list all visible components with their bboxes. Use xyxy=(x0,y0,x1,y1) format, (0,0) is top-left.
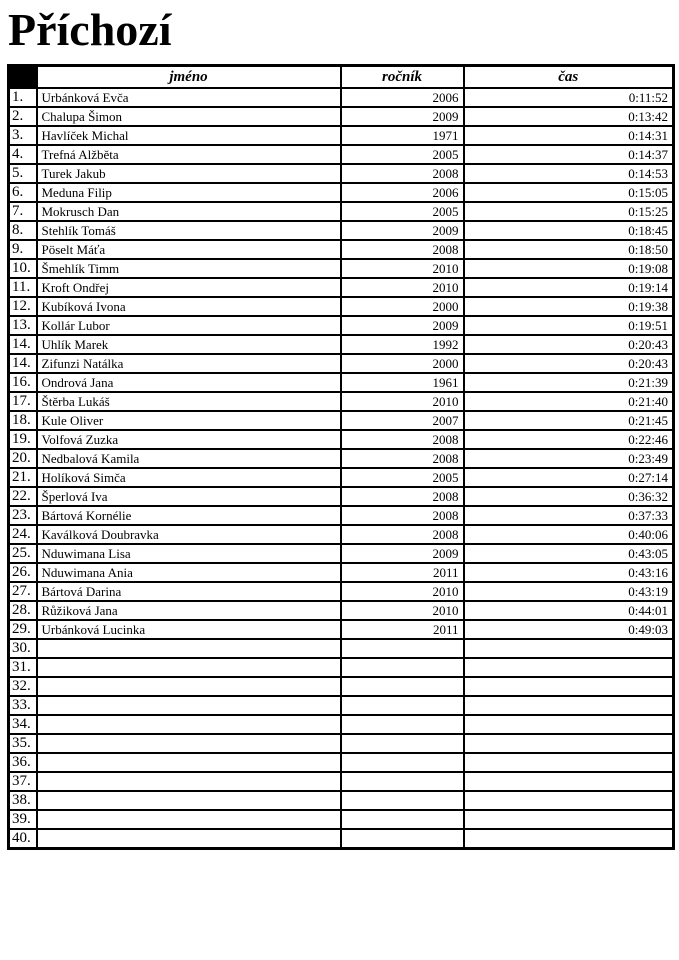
rank-cell: 14. xyxy=(9,335,37,354)
year-cell: 2005 xyxy=(341,202,464,221)
name-cell: Kollár Lubor xyxy=(37,316,341,335)
table-row xyxy=(9,544,674,563)
rank-cell: 8. xyxy=(9,221,37,240)
table-row xyxy=(9,430,674,449)
name-cell xyxy=(37,791,341,810)
year-cell: 2008 xyxy=(341,240,464,259)
rank-cell: 38. xyxy=(9,791,37,810)
time-cell: 0:43:19 xyxy=(464,582,674,601)
time-cell: 0:22:46 xyxy=(464,430,674,449)
table-row xyxy=(9,487,674,506)
name-cell: Turek Jakub xyxy=(37,164,341,183)
time-cell: 0:18:45 xyxy=(464,221,674,240)
rank-cell: 33. xyxy=(9,696,37,715)
year-cell: 1961 xyxy=(341,373,464,392)
year-cell: 2008 xyxy=(341,487,464,506)
year-cell: 2008 xyxy=(341,506,464,525)
time-cell xyxy=(464,639,674,658)
year-cell: 2010 xyxy=(341,582,464,601)
table-row xyxy=(9,468,674,487)
time-cell xyxy=(464,772,674,791)
rank-cell: 20. xyxy=(9,449,37,468)
name-cell: Urbánková Evča xyxy=(37,88,341,107)
table-row xyxy=(9,829,674,849)
time-cell xyxy=(464,715,674,734)
year-cell: 2005 xyxy=(341,145,464,164)
year-cell xyxy=(341,753,464,772)
time-cell: 0:43:16 xyxy=(464,563,674,582)
time-cell: 0:14:31 xyxy=(464,126,674,145)
time-cell: 0:36:32 xyxy=(464,487,674,506)
table-row xyxy=(9,107,674,126)
rank-cell: 3. xyxy=(9,126,37,145)
time-cell xyxy=(464,658,674,677)
name-cell: Šmehlík Timm xyxy=(37,259,341,278)
name-cell xyxy=(37,639,341,658)
table-row xyxy=(9,734,674,753)
name-cell: Nedbalová Kamila xyxy=(37,449,341,468)
page-title: Příchozí xyxy=(8,4,172,55)
table-row xyxy=(9,601,674,620)
name-cell: Nduwimana Ania xyxy=(37,563,341,582)
time-cell: 0:37:33 xyxy=(464,506,674,525)
rank-cell: 27. xyxy=(9,582,37,601)
table-row xyxy=(9,88,674,107)
name-cell: Meduna Filip xyxy=(37,183,341,202)
year-cell xyxy=(341,734,464,753)
year-cell xyxy=(341,772,464,791)
name-cell: Chalupa Šimon xyxy=(37,107,341,126)
name-cell: Šperlová Iva xyxy=(37,487,341,506)
rank-cell: 31. xyxy=(9,658,37,677)
time-cell: 0:15:05 xyxy=(464,183,674,202)
time-cell: 0:14:53 xyxy=(464,164,674,183)
time-cell: 0:43:05 xyxy=(464,544,674,563)
table-row xyxy=(9,126,674,145)
year-cell: 2009 xyxy=(341,316,464,335)
year-cell: 2009 xyxy=(341,107,464,126)
time-cell xyxy=(464,810,674,829)
rank-cell: 22. xyxy=(9,487,37,506)
year-cell: 2006 xyxy=(341,88,464,107)
rank-cell: 13. xyxy=(9,316,37,335)
year-cell: 2008 xyxy=(341,164,464,183)
year-cell xyxy=(341,696,464,715)
year-cell: 2000 xyxy=(341,297,464,316)
name-cell: Ondrová Jana xyxy=(37,373,341,392)
time-cell: 0:27:14 xyxy=(464,468,674,487)
time-cell: 0:40:06 xyxy=(464,525,674,544)
name-cell xyxy=(37,658,341,677)
header-rank-black-square xyxy=(9,66,37,89)
table-row xyxy=(9,658,674,677)
header-row xyxy=(9,66,674,89)
table-row xyxy=(9,354,674,373)
rank-cell: 1. xyxy=(9,88,37,107)
table-row xyxy=(9,715,674,734)
table-row xyxy=(9,696,674,715)
rank-cell: 4. xyxy=(9,145,37,164)
table-row xyxy=(9,677,674,696)
rank-cell: 30. xyxy=(9,639,37,658)
table-row xyxy=(9,449,674,468)
year-cell xyxy=(341,791,464,810)
name-cell: Nduwimana Lisa xyxy=(37,544,341,563)
time-cell: 0:19:51 xyxy=(464,316,674,335)
year-cell xyxy=(341,829,464,849)
year-cell xyxy=(341,639,464,658)
time-cell: 0:20:43 xyxy=(464,354,674,373)
name-cell xyxy=(37,715,341,734)
year-cell xyxy=(341,810,464,829)
table-row xyxy=(9,278,674,297)
rank-cell: 36. xyxy=(9,753,37,772)
time-cell: 0:14:37 xyxy=(464,145,674,164)
table-row xyxy=(9,202,674,221)
name-cell: Růžiková Jana xyxy=(37,601,341,620)
year-cell: 2011 xyxy=(341,620,464,639)
table-row xyxy=(9,639,674,658)
year-cell: 2010 xyxy=(341,278,464,297)
name-cell: Kule Oliver xyxy=(37,411,341,430)
rank-cell: 21. xyxy=(9,468,37,487)
rank-cell: 6. xyxy=(9,183,37,202)
table-row xyxy=(9,145,674,164)
rank-cell: 17. xyxy=(9,392,37,411)
rank-cell: 35. xyxy=(9,734,37,753)
table-row xyxy=(9,297,674,316)
name-cell xyxy=(37,772,341,791)
time-cell xyxy=(464,734,674,753)
rank-cell: 32. xyxy=(9,677,37,696)
table-row xyxy=(9,772,674,791)
time-cell xyxy=(464,753,674,772)
rank-cell: 19. xyxy=(9,430,37,449)
name-cell: Bártová Darina xyxy=(37,582,341,601)
name-cell: Volfová Zuzka xyxy=(37,430,341,449)
time-cell: 0:19:14 xyxy=(464,278,674,297)
rank-cell: 9. xyxy=(9,240,37,259)
time-cell: 0:49:03 xyxy=(464,620,674,639)
year-cell xyxy=(341,715,464,734)
arrivals-table xyxy=(7,64,675,850)
table-row xyxy=(9,335,674,354)
year-cell: 2009 xyxy=(341,544,464,563)
table-row xyxy=(9,411,674,430)
rank-cell: 24. xyxy=(9,525,37,544)
time-cell xyxy=(464,791,674,810)
year-cell: 2011 xyxy=(341,563,464,582)
rank-cell: 2. xyxy=(9,107,37,126)
header-name: jméno xyxy=(37,66,341,89)
year-cell: 2006 xyxy=(341,183,464,202)
header-time: čas xyxy=(464,66,674,89)
name-cell: Kroft Ondřej xyxy=(37,278,341,297)
time-cell xyxy=(464,677,674,696)
table-row xyxy=(9,753,674,772)
table-row xyxy=(9,582,674,601)
time-cell: 0:18:50 xyxy=(464,240,674,259)
name-cell: Kaválková Doubravka xyxy=(37,525,341,544)
rank-cell: 23. xyxy=(9,506,37,525)
table-row xyxy=(9,525,674,544)
time-cell: 0:13:42 xyxy=(464,107,674,126)
year-cell: 2008 xyxy=(341,525,464,544)
name-cell: Zifunzi Natálka xyxy=(37,354,341,373)
time-cell: 0:19:08 xyxy=(464,259,674,278)
name-cell xyxy=(37,696,341,715)
rank-cell: 39. xyxy=(9,810,37,829)
year-cell xyxy=(341,658,464,677)
name-cell: Mokrusch Dan xyxy=(37,202,341,221)
table-row xyxy=(9,164,674,183)
name-cell: Stehlík Tomáš xyxy=(37,221,341,240)
time-cell: 0:20:43 xyxy=(464,335,674,354)
name-cell: Štěrba Lukáš xyxy=(37,392,341,411)
name-cell xyxy=(37,753,341,772)
time-cell: 0:11:52 xyxy=(464,88,674,107)
time-cell: 0:21:40 xyxy=(464,392,674,411)
rank-cell: 37. xyxy=(9,772,37,791)
year-cell: 2008 xyxy=(341,449,464,468)
name-cell xyxy=(37,810,341,829)
year-cell: 1971 xyxy=(341,126,464,145)
name-cell: Kubíková Ivona xyxy=(37,297,341,316)
table-row xyxy=(9,259,674,278)
time-cell: 0:44:01 xyxy=(464,601,674,620)
rank-cell: 12. xyxy=(9,297,37,316)
name-cell: Bártová Kornélie xyxy=(37,506,341,525)
rank-cell: 7. xyxy=(9,202,37,221)
time-cell xyxy=(464,696,674,715)
year-cell: 2009 xyxy=(341,221,464,240)
table-row xyxy=(9,183,674,202)
time-cell xyxy=(464,829,674,849)
rank-cell: 29. xyxy=(9,620,37,639)
name-cell xyxy=(37,829,341,849)
rank-cell: 34. xyxy=(9,715,37,734)
table-row xyxy=(9,791,674,810)
table-row xyxy=(9,221,674,240)
table-row xyxy=(9,563,674,582)
rank-cell: 10. xyxy=(9,259,37,278)
year-cell: 1992 xyxy=(341,335,464,354)
rank-cell: 18. xyxy=(9,411,37,430)
rank-cell: 25. xyxy=(9,544,37,563)
rank-cell: 11. xyxy=(9,278,37,297)
table-row xyxy=(9,240,674,259)
table-row xyxy=(9,506,674,525)
year-cell: 2000 xyxy=(341,354,464,373)
table-row xyxy=(9,316,674,335)
rank-cell: 40. xyxy=(9,829,37,849)
year-cell: 2008 xyxy=(341,430,464,449)
year-cell: 2005 xyxy=(341,468,464,487)
table-row xyxy=(9,810,674,829)
time-cell: 0:21:39 xyxy=(464,373,674,392)
name-cell xyxy=(37,734,341,753)
name-cell: Uhlík Marek xyxy=(37,335,341,354)
rank-cell: 26. xyxy=(9,563,37,582)
name-cell: Havlíček Michal xyxy=(37,126,341,145)
name-cell: Pöselt Máťa xyxy=(37,240,341,259)
year-cell: 2010 xyxy=(341,601,464,620)
year-cell: 2007 xyxy=(341,411,464,430)
year-cell: 2010 xyxy=(341,392,464,411)
rank-cell: 5. xyxy=(9,164,37,183)
year-cell: 2010 xyxy=(341,259,464,278)
rank-cell: 28. xyxy=(9,601,37,620)
table-row xyxy=(9,392,674,411)
time-cell: 0:23:49 xyxy=(464,449,674,468)
name-cell: Holíková Simča xyxy=(37,468,341,487)
time-cell: 0:15:25 xyxy=(464,202,674,221)
table-row xyxy=(9,620,674,639)
name-cell xyxy=(37,677,341,696)
rank-cell: 14. xyxy=(9,354,37,373)
time-cell: 0:19:38 xyxy=(464,297,674,316)
table-body xyxy=(9,88,674,849)
header-year: ročník xyxy=(341,66,464,89)
name-cell: Urbánková Lucinka xyxy=(37,620,341,639)
time-cell: 0:21:45 xyxy=(464,411,674,430)
year-cell xyxy=(341,677,464,696)
name-cell: Trefná Alžběta xyxy=(37,145,341,164)
table-row xyxy=(9,373,674,392)
rank-cell: 16. xyxy=(9,373,37,392)
